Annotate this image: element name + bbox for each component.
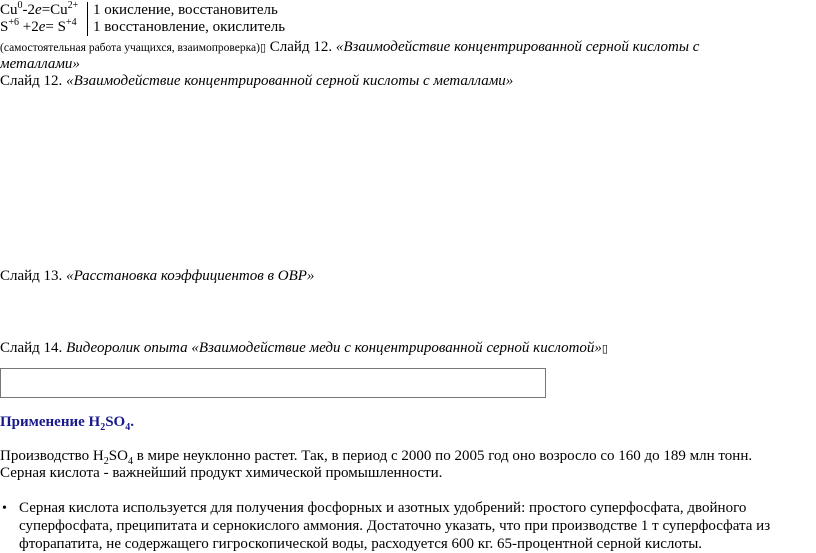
slide-12-repeat	[0, 73, 513, 90]
slide-13-label: Слайд 13.	[0, 268, 67, 284]
eq2-plus: +2	[18, 19, 39, 35]
slide-13	[0, 268, 314, 285]
eq1-electron: e	[35, 2, 42, 18]
equation-divider	[87, 2, 88, 36]
eq2-note: 1 восстановление, окислитель	[93, 19, 286, 35]
slide-12-title: «Взаимодействие концентрированной серной кислоты с	[335, 39, 700, 55]
heading-sub-4: 4	[125, 422, 131, 433]
eq2-product-charge: +4	[65, 17, 77, 28]
slide-14-label: Слайд 14.	[0, 340, 67, 356]
bullet-line-2: суперфосфата, преципитата и сернокислого аммония. Достаточно указать, что при производстве 1 т суперфосфата из	[19, 518, 771, 534]
slide-12-first-line	[0, 39, 699, 57]
eq1-product-charge: 2+	[67, 0, 79, 11]
heading-sub-2: 2	[100, 422, 106, 433]
missing-glyph-icon: ▯	[601, 342, 608, 355]
missing-glyph-icon: ▯	[259, 41, 267, 54]
eq1-cu: Cu	[0, 2, 18, 18]
slide-12-second-line	[0, 56, 80, 73]
slide-12-label: Слайд 12.	[269, 39, 336, 55]
eq1-cu-charge: 0	[17, 0, 23, 11]
eq2-product: = S	[45, 19, 66, 35]
eq1-product: =Cu	[41, 2, 68, 18]
p1-start: Производство H	[0, 448, 104, 464]
slide-14-title: Видеоролик опыта «Взаимодействие меди с концентрированной серной кислотой»	[66, 340, 602, 356]
slide-12b-label: Слайд 12.	[0, 73, 67, 89]
slide-13-title: «Расстановка коэффициентов в ОВР»	[66, 268, 315, 284]
heading-so: SO	[105, 414, 126, 430]
importance-sentence: Серная кислота - важнейший продукт химической промышленности.	[0, 465, 443, 481]
eq2-s-charge: +6	[8, 17, 19, 28]
embedded-video-frame[interactable]	[0, 368, 546, 398]
production-paragraph	[0, 448, 805, 465]
p1-sub-2: 2	[103, 456, 109, 467]
heading-text: Применение H	[0, 414, 101, 430]
slide-12b-title: «Взаимодействие концентрированной серной кислоты с металлами»	[66, 73, 514, 89]
p1-rest: в мире неуклонно растет. Так, в период с 2000 по 2005 год оно возросло со 160 до 189 млн тонн.	[132, 448, 753, 464]
eq1-minus: -2	[22, 2, 36, 18]
work-note: (самостоятельная работа учащихся, взаимопроверка)	[0, 42, 260, 54]
p1-sub-4: 4	[127, 456, 133, 467]
p1-so: SO	[108, 448, 128, 464]
section-heading	[0, 414, 134, 431]
redox-equation-sulfur	[0, 19, 77, 36]
bullet-line-3: фторапатита, не содержащего гигроскопической воды, расходуется 600 кг. 65-процентной серной кислоты.	[19, 536, 703, 552]
bullet-icon: •	[2, 501, 7, 516]
slide-14	[0, 340, 608, 357]
eq2-electron: e	[38, 19, 46, 35]
slide-12-title-cont: металлами»	[0, 56, 80, 72]
eq2-s: S	[0, 19, 9, 35]
heading-end: .	[130, 414, 134, 430]
eq1-note: 1 окисление, восстановитель	[93, 2, 278, 18]
bullet-line-1: Серная кислота используется для получения фосфорных и азотных удобрений: простого суперфосфата, двойного	[19, 500, 747, 516]
